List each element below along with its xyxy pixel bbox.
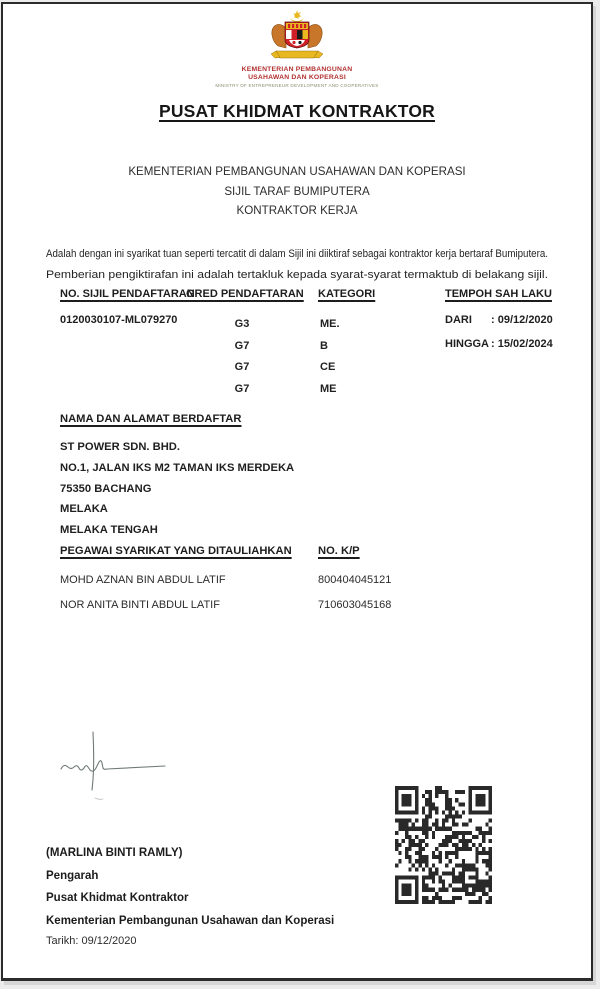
qr-code bbox=[395, 786, 492, 904]
category-column bbox=[320, 314, 340, 400]
grade-value: G7 bbox=[234, 339, 250, 352]
grade-column bbox=[186, 314, 298, 400]
coat-of-arms-icon bbox=[264, 9, 330, 65]
signatory-name: (MARLINA BINTI RAMLY) bbox=[46, 847, 183, 859]
header-tempoh-sah-laku: TEMPOH SAH LAKU bbox=[445, 288, 552, 300]
issue-date: Tarikh: 09/12/2020 bbox=[46, 935, 137, 947]
category-value: B bbox=[320, 339, 328, 352]
intro-line2: Pemberian pengiktirafan ini adalah tertakluk kepada syarat-syarat termaktub di belakang sijil. bbox=[46, 269, 548, 281]
validity-from bbox=[445, 314, 553, 326]
validity-until bbox=[445, 338, 553, 350]
subtitle-certificate-type: SIJIL TARAF BUMIPUTERA bbox=[224, 184, 370, 198]
subtitle-ministry: KEMENTERIAN PEMBANGUNAN USAHAWAN DAN KOPERASI bbox=[128, 165, 466, 178]
ministry-name bbox=[3, 66, 591, 82]
address-line: NO.1, JALAN IKS M2 TAMAN IKS MERDEKA bbox=[60, 461, 295, 474]
certificate-subtitle bbox=[3, 162, 591, 221]
header-nama-alamat: NAMA DAN ALAMAT BERDAFTAR bbox=[60, 413, 242, 425]
officer-ic-number: 800404045121 bbox=[318, 574, 392, 586]
intro-line1: Adalah dengan ini syarikat tuan seperti tercatit di dalam Sijil ini diiktiraf sebagai kontraktor kerja bertaraf Bumiputera. bbox=[46, 248, 548, 260]
validity-column bbox=[445, 314, 553, 350]
page-title: PUSAT KHIDMAT KONTRAKTOR bbox=[158, 101, 436, 121]
address-line: MELAKA TENGAH bbox=[60, 524, 158, 537]
validity-from-date: 09/12/2020 bbox=[497, 314, 553, 326]
header-no-kp: NO. K/P bbox=[318, 545, 360, 557]
intro-paragraph bbox=[46, 244, 548, 286]
header-pegawai-syarikat: PEGAWAI SYARIKAT YANG DITAULIAHKAN bbox=[60, 545, 292, 557]
validity-until-date: 15/02/2024 bbox=[497, 338, 553, 350]
officer-name: MOHD AZNAN BIN ABDUL LATIF bbox=[60, 574, 226, 586]
category-value: CE bbox=[320, 361, 336, 373]
ministry-name-english: MINISTRY OF ENTREPRENEUR DEVELOPMENT AND COOPERATIVES bbox=[215, 83, 379, 88]
validity-from-colon: : bbox=[491, 314, 495, 326]
signature-image bbox=[55, 728, 179, 802]
validity-until-label: HINGGA bbox=[445, 338, 489, 350]
certificate-page bbox=[1, 2, 593, 981]
registration-number: 0120030107-ML079270 bbox=[60, 314, 178, 326]
registered-address-block bbox=[60, 437, 294, 541]
grade-value: G7 bbox=[234, 382, 250, 395]
officer-ic-number: 710603045168 bbox=[318, 599, 392, 611]
signatory-department: Pusat Khidmat Kontraktor bbox=[46, 892, 189, 904]
ministry-name-line1: KEMENTERIAN PEMBANGUNAN bbox=[241, 66, 353, 73]
address-line: 75350 BACHANG bbox=[60, 482, 152, 495]
header-kategori: KATEGORI bbox=[318, 288, 376, 300]
grade-value: G7 bbox=[234, 361, 250, 373]
grade-value: G3 bbox=[234, 318, 250, 330]
company-name: ST POWER SDN. BHD. bbox=[60, 441, 180, 453]
signatory-block bbox=[46, 842, 334, 932]
header-gred-pendaftaran: GRED PENDAFTARAN bbox=[186, 288, 304, 300]
subtitle-contractor-type: KONTRAKTOR KERJA bbox=[236, 204, 358, 217]
header-no-sijil-pendaftaran: NO. SIJIL PENDAFTARAN bbox=[60, 288, 195, 300]
ministry-name-line2: USAHAWAN DAN KOPERASI bbox=[248, 74, 346, 81]
signatory-ministry: Kementerian Pembangunan Usahawan dan Koperasi bbox=[46, 914, 335, 927]
signatory-title: Pengarah bbox=[46, 869, 99, 882]
validity-from-label: DARI bbox=[445, 314, 472, 326]
national-emblem bbox=[3, 9, 591, 70]
address-line: MELAKA bbox=[60, 503, 108, 516]
category-value: ME. bbox=[320, 318, 340, 330]
validity-until-colon: : bbox=[491, 338, 495, 350]
category-value: ME bbox=[320, 382, 337, 395]
officer-name: NOR ANITA BINTI ABDUL LATIF bbox=[60, 599, 220, 611]
